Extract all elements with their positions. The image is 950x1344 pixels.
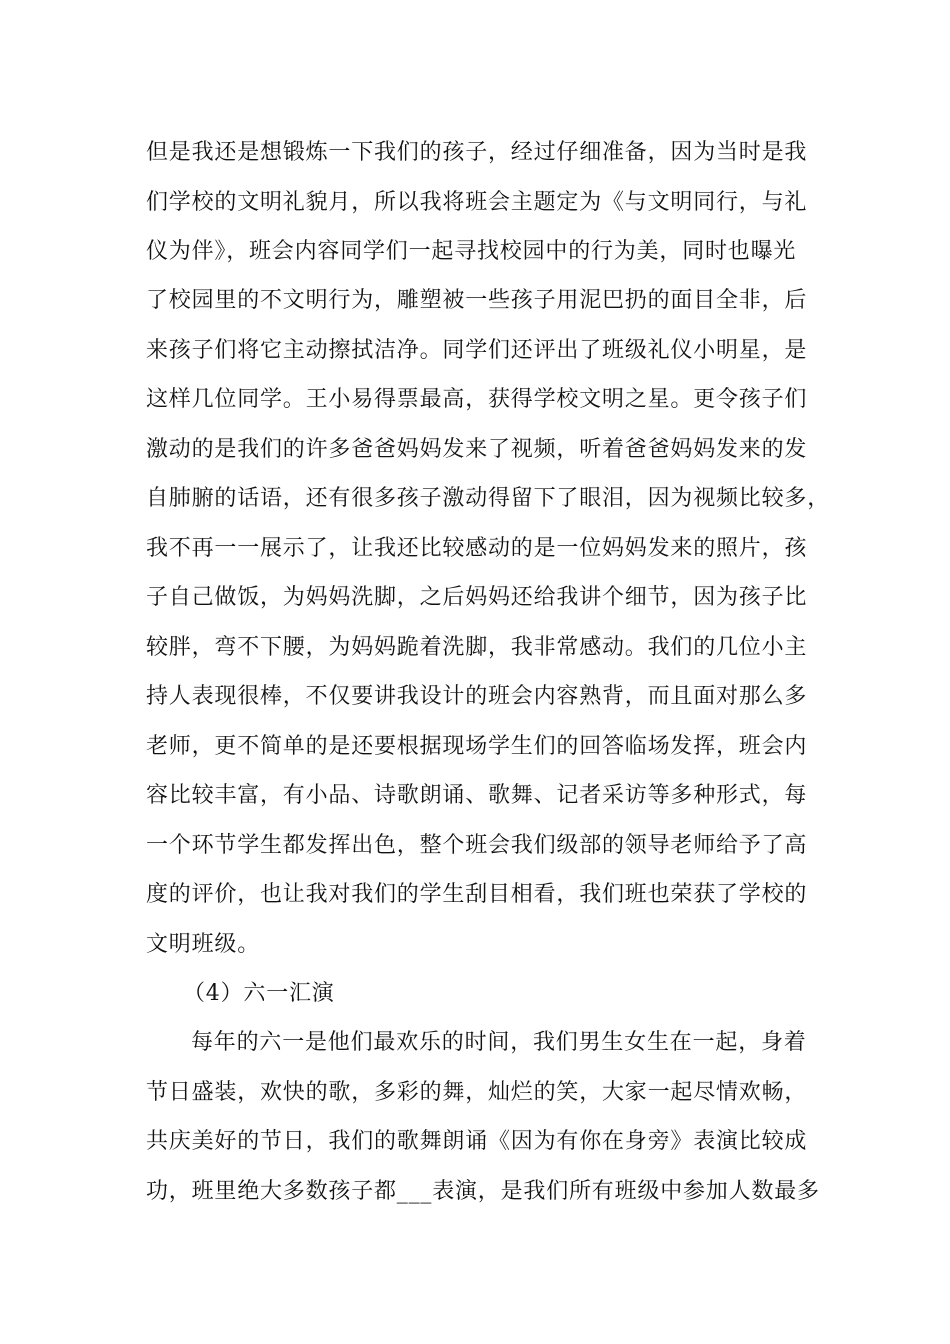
paragraph-1-line: 容比较丰富，有小品、诗歌朗诵、歌舞、记者采访等多种形式，每 bbox=[146, 783, 808, 808]
paragraph-1-line: 一个环节学生都发挥出色，整个班会我们级部的领导老师给予了高 bbox=[146, 833, 808, 858]
paragraph-1-line: 这样几位同学。王小易得票最高，获得学校文明之星。更令孩子们 bbox=[146, 387, 808, 412]
paragraph-1-line: 文明班级。 bbox=[146, 932, 261, 957]
paragraph-1-line: 但是我还是想锻炼一下我们的孩子，经过仔细准备，因为当时是我 bbox=[146, 140, 808, 165]
paragraph-2-line: 节日盛装，欢快的歌，多彩的舞，灿烂的笑，大家一起尽情欢畅， bbox=[146, 1080, 808, 1105]
paragraph-1-line: 激动的是我们的许多爸爸妈妈发来了视频，听着爸爸妈妈发来的发 bbox=[146, 437, 808, 462]
section-heading: （4）六一汇演 bbox=[183, 981, 335, 1006]
paragraph-1-line: 子自己做饭，为妈妈洗脚，之后妈妈还给我讲个细节，因为孩子比 bbox=[146, 585, 808, 610]
paragraph-1-line: 老师，更不简单的是还要根据现场学生们的回答临场发挥，班会内 bbox=[146, 734, 808, 759]
paragraph-1-line: 们学校的文明礼貌月，所以我将班会主题定为《与文明同行，与礼 bbox=[146, 190, 808, 215]
paragraph-1-line: 来孩子们将它主动擦拭洁净。同学们还评出了班级礼仪小明星，是 bbox=[146, 338, 808, 363]
paragraph-2-line: 共庆美好的节日，我们的歌舞朗诵《因为有你在身旁》表演比较成 bbox=[146, 1129, 808, 1154]
paragraph-2-line: 每年的六一是他们最欢乐的时间，我们男生女生在一起，身着 bbox=[191, 1030, 807, 1055]
paragraph-1-line: 度的评价，也让我对我们的学生刮目相看，我们班也荣获了学校的 bbox=[146, 882, 808, 907]
paragraph-2-line: 功，班里绝大多数孩子都___表演，是我们所有班级中参加人数最多 bbox=[146, 1179, 820, 1204]
paragraph-1-line: 我不再一一展示了，让我还比较感动的是一位妈妈发来的照片，孩 bbox=[146, 536, 808, 561]
paragraph-1-line: 了校园里的不文明行为，雕塑被一些孩子用泥巴扔的面目全非，后 bbox=[146, 288, 808, 313]
paragraph-1-line: 持人表现很棒，不仅要讲我设计的班会内容熟背，而且面对那么多 bbox=[146, 684, 808, 709]
paragraph-1-line: 自肺腑的话语，还有很多孩子激动得留下了眼泪，因为视频比较多， bbox=[146, 486, 831, 511]
paragraph-1-line: 较胖，弯不下腰，为妈妈跪着洗脚，我非常感动。我们的几位小主 bbox=[146, 635, 808, 660]
paragraph-1-line: 仪为伴》，班会内容同学们一起寻找校园中的行为美，同时也曝光 bbox=[146, 239, 797, 264]
